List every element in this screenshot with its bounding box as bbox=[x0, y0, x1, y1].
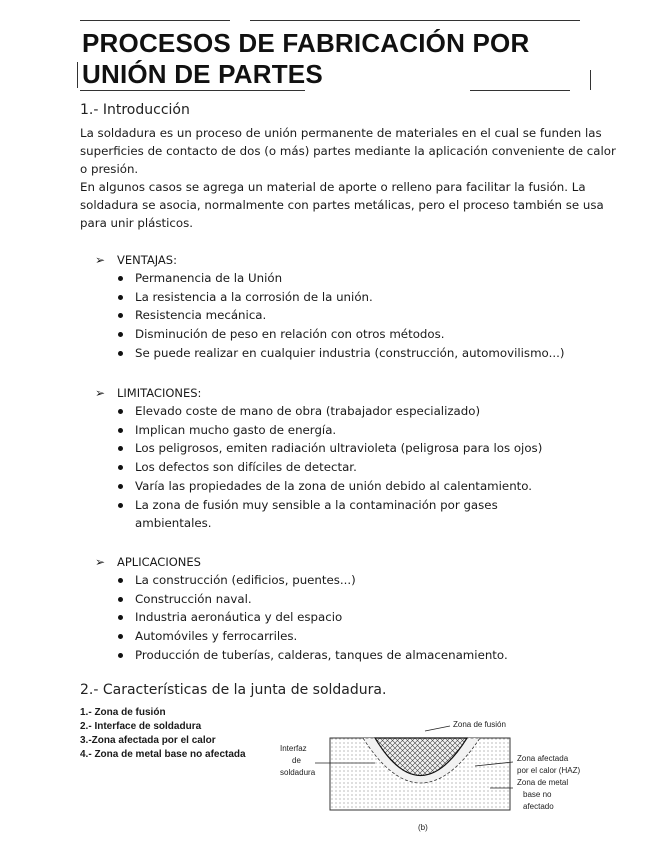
list-item: Los defectos son difíciles de detectar. bbox=[118, 458, 638, 477]
list-item: Disminución de peso en relación con otros métodos. bbox=[118, 325, 638, 344]
aplicaciones-section bbox=[95, 553, 638, 665]
diagram-label-haz: Zona afectada bbox=[517, 754, 569, 763]
leader-line bbox=[425, 726, 450, 731]
zone-item: 3.-Zona afectada por el calor bbox=[80, 735, 216, 746]
title-underline bbox=[80, 90, 305, 91]
section-heading-intro: 1.- Introducción bbox=[80, 102, 190, 118]
limitaciones-list bbox=[95, 402, 638, 533]
list-item: La construcción (edificios, puentes...) bbox=[118, 571, 638, 590]
section-heading-junta: 2.- Características de la junta de soldadura. bbox=[80, 682, 387, 698]
intro-paragraph: La soldadura es un proceso de unión permanente de materiales en el cual se funden las superficies de contacto de dos (o más) partes mediante la aplicación conveniente de calor o presión. bbox=[80, 126, 616, 176]
intro-paragraph: En algunos casos se agrega un material de aporte o relleno para facilitar la fusión. La soldadura se asocia, normalmente con partes metálicas, pero el proceso también se usa para unir plásticos. bbox=[80, 180, 604, 230]
arrow-bullet-icon: ➢ bbox=[95, 253, 106, 267]
zone-item: 2.- Interface de soldadura bbox=[80, 721, 202, 732]
limitaciones-heading: LIMITACIONES: bbox=[117, 386, 202, 400]
list-item: La resistencia a la corrosión de la unión. bbox=[118, 288, 638, 307]
list-item: Automóviles y ferrocarriles. bbox=[118, 627, 638, 646]
diagram-label-haz: por el calor (HAZ) bbox=[517, 766, 581, 775]
diagram-label-fusion: Zona de fusión bbox=[453, 720, 506, 729]
arrow-bullet-icon: ➢ bbox=[95, 386, 106, 400]
weld-joint-diagram bbox=[275, 718, 640, 843]
list-item: Los peligrosos, emiten radiación ultravioleta (peligrosa para los ojos) bbox=[118, 439, 638, 458]
diagram-label-interface: soldadura bbox=[280, 768, 316, 777]
diagram-label-base: Zona de metal bbox=[517, 778, 569, 787]
diagram-label-interface: de bbox=[292, 756, 301, 765]
diagram-label-base: afectado bbox=[523, 802, 554, 811]
list-item: Implican mucho gasto de energía. bbox=[118, 421, 638, 440]
ventajas-heading: VENTAJAS: bbox=[117, 253, 177, 267]
zone-item: 4.- Zona de metal base no afectada bbox=[80, 749, 246, 760]
aplicaciones-list bbox=[95, 571, 638, 665]
limitaciones-section bbox=[95, 384, 638, 533]
title-underline bbox=[470, 90, 570, 91]
diagram-label-b: (b) bbox=[418, 823, 428, 832]
zones-list bbox=[80, 706, 246, 762]
zone-item: 1.- Zona de fusión bbox=[80, 707, 166, 718]
page-title bbox=[82, 28, 529, 90]
title-bracket bbox=[590, 70, 591, 90]
top-rule bbox=[80, 20, 230, 21]
ventajas-section bbox=[95, 251, 638, 363]
ventajas-list bbox=[95, 269, 638, 363]
list-item: La zona de fusión muy sensible a la contaminación por gases ambientales. bbox=[118, 496, 535, 533]
list-item: Construcción naval. bbox=[118, 590, 638, 609]
title-line-1: PROCESOS DE FABRICACIÓN POR bbox=[82, 28, 530, 58]
list-item: Permanencia de la Unión bbox=[118, 269, 638, 288]
list-item: Se puede realizar en cualquier industria (construcción, automovilismo...) bbox=[118, 344, 638, 363]
list-item: Resistencia mecánica. bbox=[118, 306, 638, 325]
list-item: Producción de tuberías, calderas, tanques de almacenamiento. bbox=[118, 646, 638, 665]
list-item: Elevado coste de mano de obra (trabajador especializado) bbox=[118, 402, 638, 421]
list-item: Varía las propiedades de la zona de unión debido al calentamiento. bbox=[118, 477, 638, 496]
arrow-bullet-icon: ➢ bbox=[95, 555, 106, 569]
diagram-label-base: base no bbox=[523, 790, 552, 799]
list-item: Industria aeronáutica y del espacio bbox=[118, 608, 638, 627]
diagram-label-interface: Interfaz bbox=[280, 744, 307, 753]
title-line-2: UNIÓN DE PARTES bbox=[82, 59, 323, 89]
intro-text bbox=[80, 124, 625, 232]
top-rule bbox=[250, 20, 580, 21]
title-bracket bbox=[77, 62, 78, 88]
aplicaciones-heading: APLICACIONES bbox=[117, 555, 201, 569]
